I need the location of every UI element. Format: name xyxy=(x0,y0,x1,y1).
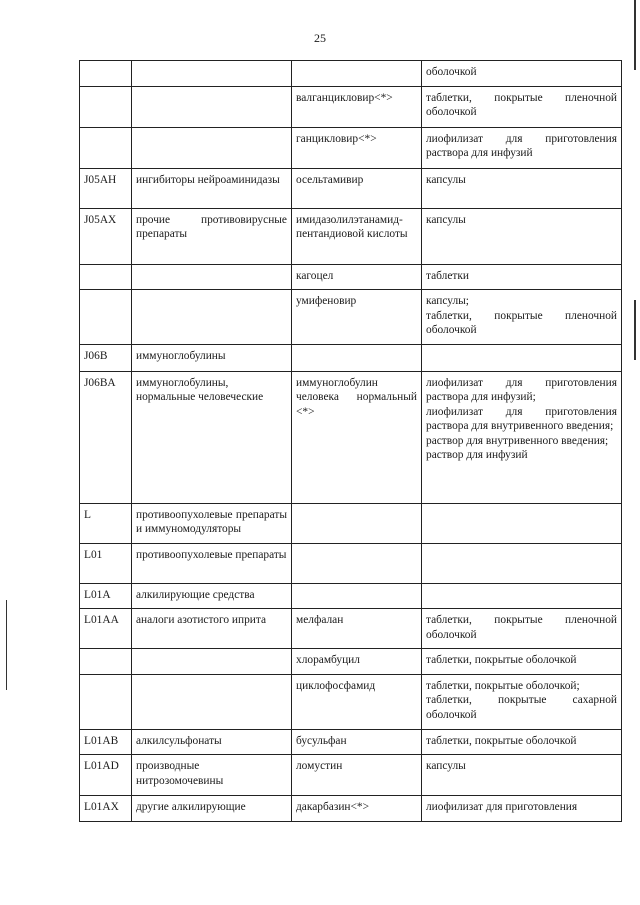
table-row xyxy=(80,86,622,127)
atc-code-cell xyxy=(80,290,132,345)
atc-code-cell: L01 xyxy=(80,543,132,583)
atc-code-cell: J05AH xyxy=(80,168,132,208)
atc-code-cell xyxy=(80,127,132,168)
page-number: 25 xyxy=(314,31,326,45)
drug-name-cell: бусульфан xyxy=(292,729,422,755)
dosage-form: таблетки xyxy=(426,269,470,282)
table-row xyxy=(80,290,622,345)
anatomic-group-cell xyxy=(132,127,292,168)
dosage-forms-cell xyxy=(422,290,622,345)
anatomic-group-cell: иммуноглобулины, нормальные человеческие xyxy=(132,371,292,503)
dosage-forms-cell xyxy=(422,609,622,649)
table-row xyxy=(80,61,622,87)
dosage-form: таблетки, покрытые оболочкой xyxy=(426,654,577,666)
drug-name-cell: хлорамбуцил xyxy=(292,649,422,675)
dosage-forms-cell xyxy=(422,264,622,290)
dosage-form: таблетки, покрытые оболочкой xyxy=(426,734,577,747)
table-row xyxy=(80,649,622,675)
drug-name-cell xyxy=(292,344,422,371)
drug-name-cell: ломустин xyxy=(292,755,422,796)
drug-name-cell xyxy=(292,583,422,609)
table-row xyxy=(80,208,622,264)
dosage-forms-cell xyxy=(422,674,622,729)
dosage-forms-cell xyxy=(422,371,622,503)
atc-code-cell xyxy=(80,674,132,729)
dosage-form: капсулы xyxy=(426,173,466,186)
drug-name-cell: кагоцел xyxy=(292,264,422,290)
atc-code-cell xyxy=(80,61,132,87)
atc-code-cell xyxy=(80,86,132,127)
atc-code-cell: J06BA xyxy=(80,371,132,503)
dosage-forms-cell xyxy=(422,168,622,208)
anatomic-group-cell: производные нитрозомочевины xyxy=(132,755,292,796)
anatomic-group-cell: алкилирующие средства xyxy=(132,583,292,609)
dosage-forms-cell xyxy=(422,61,622,87)
dosage-form: таблетки, покрытые пленочной оболочкой xyxy=(426,614,617,641)
drug-list-table xyxy=(79,60,622,822)
atc-code-cell xyxy=(80,264,132,290)
anatomic-group-cell xyxy=(132,290,292,345)
anatomic-group-cell: противоопухолевые препараты и иммуномодуляторы xyxy=(132,503,292,543)
table-row xyxy=(80,796,622,822)
atc-code-cell: J06B xyxy=(80,344,132,371)
dosage-form: лиофилизат для приготовления xyxy=(426,801,578,813)
table-row xyxy=(80,729,622,755)
drug-name-cell: мелфалан xyxy=(292,609,422,649)
scan-edge-mark xyxy=(6,600,7,690)
table-row xyxy=(80,264,622,290)
table-row xyxy=(80,168,622,208)
anatomic-group-cell: алкилсульфонаты xyxy=(132,729,292,755)
drug-name-cell: валганцикловир<*> xyxy=(292,86,422,127)
dosage-forms-cell xyxy=(422,127,622,168)
dosage-forms-cell xyxy=(422,344,622,371)
atc-code-cell: L01AX xyxy=(80,796,132,822)
table-row xyxy=(80,543,622,583)
anatomic-group-cell xyxy=(132,264,292,290)
atc-code-cell: L01AA xyxy=(80,609,132,649)
anatomic-group-cell: другие алкилирующие xyxy=(132,796,292,822)
scan-edge-mark xyxy=(634,0,636,70)
drug-name-cell: умифеновир xyxy=(292,290,422,345)
anatomic-group-cell xyxy=(132,86,292,127)
table-row xyxy=(80,127,622,168)
anatomic-group-cell: аналоги азотистого иприта xyxy=(132,609,292,649)
dosage-form: капсулы xyxy=(426,760,466,772)
table-row xyxy=(80,503,622,543)
atc-code-cell: L xyxy=(80,503,132,543)
dosage-form: раствор для инфузий xyxy=(426,449,528,461)
drug-name-cell: осельтамивир xyxy=(292,168,422,208)
dosage-forms-cell xyxy=(422,755,622,796)
dosage-form: капсулы xyxy=(426,213,466,226)
dosage-form: раствор для внутривенного введения; xyxy=(426,434,609,447)
dosage-forms-cell xyxy=(422,796,622,822)
atc-code-cell: L01AD xyxy=(80,755,132,796)
table-row xyxy=(80,371,622,503)
drug-name-cell: дакарбазин<*> xyxy=(292,796,422,822)
atc-code-cell xyxy=(80,649,132,675)
dosage-form: оболочкой xyxy=(426,66,477,78)
dosage-forms-cell xyxy=(422,729,622,755)
drug-name-cell: иммуноглобулин человека нормальный <*> xyxy=(292,371,422,503)
drug-name-cell xyxy=(292,61,422,87)
atc-code-cell: J05AX xyxy=(80,208,132,264)
atc-code-cell: L01A xyxy=(80,583,132,609)
anatomic-group-cell: противоопухолевые препараты xyxy=(132,543,292,583)
drug-name-cell: имидазолилэтанамид-пентандиовой кислоты xyxy=(292,208,422,264)
dosage-form: лиофилизат для приготовления раствора для инфузий xyxy=(426,132,617,159)
drug-name-cell: ганцикловир<*> xyxy=(292,127,422,168)
anatomic-group-cell xyxy=(132,61,292,87)
table-row xyxy=(80,344,622,371)
table-row xyxy=(80,583,622,609)
table-body xyxy=(80,61,622,822)
anatomic-group-cell: иммуноглобулины xyxy=(132,344,292,371)
anatomic-group-cell xyxy=(132,649,292,675)
dosage-form: лиофилизат для приготовления раствора для инфузий; xyxy=(426,376,617,403)
dosage-forms-cell xyxy=(422,86,622,127)
dosage-forms-cell xyxy=(422,583,622,609)
dosage-form: лиофилизат для приготовления раствора для внутривенного введения; xyxy=(426,405,617,432)
dosage-form: таблетки, покрытые сахарной оболочкой xyxy=(426,694,617,721)
anatomic-group-cell xyxy=(132,674,292,729)
dosage-forms-cell xyxy=(422,208,622,264)
drug-name-cell xyxy=(292,503,422,543)
table-row xyxy=(80,674,622,729)
dosage-forms-cell xyxy=(422,503,622,543)
scan-edge-mark xyxy=(634,300,636,360)
atc-code-cell: L01AB xyxy=(80,729,132,755)
dosage-form: таблетки, покрытые оболочкой; xyxy=(426,679,580,692)
table-row xyxy=(80,609,622,649)
anatomic-group-cell: прочие противовирусные препараты xyxy=(132,208,292,264)
dosage-form: капсулы; xyxy=(426,295,469,307)
anatomic-group-cell: ингибиторы нейроаминидазы xyxy=(132,168,292,208)
dosage-form: таблетки, покрытые пленочной оболочкой xyxy=(426,91,617,118)
dosage-form: таблетки, покрытые пленочной оболочкой xyxy=(426,309,617,336)
dosage-forms-cell xyxy=(422,543,622,583)
dosage-forms-cell xyxy=(422,649,622,675)
drug-name-cell xyxy=(292,543,422,583)
drug-name-cell: циклофосфамид xyxy=(292,674,422,729)
table-row xyxy=(80,755,622,796)
